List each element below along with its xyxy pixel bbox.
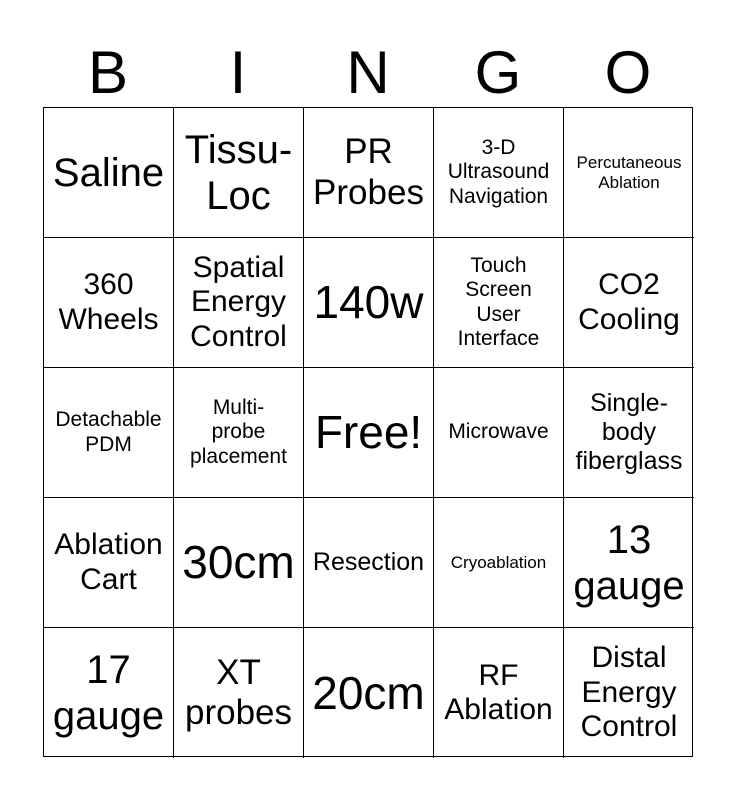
bingo-cell[interactable] [174, 238, 304, 368]
bingo-cell[interactable] [174, 498, 304, 628]
bingo-cell[interactable] [434, 368, 564, 498]
cell-label: 360 Wheels [58, 268, 159, 336]
free-space-label: Free! [314, 406, 423, 459]
cell-label: Percutaneous Ablation [576, 152, 682, 192]
header-letter-b: B [87, 39, 129, 106]
bingo-cell[interactable] [44, 238, 174, 368]
bingo-cell[interactable] [174, 108, 304, 238]
bingo-header [43, 38, 693, 108]
bingo-cell[interactable] [174, 368, 304, 498]
bingo-cell[interactable] [44, 498, 174, 628]
bingo-cell[interactable] [304, 108, 434, 238]
cell-label: 13 gauge [573, 517, 685, 608]
cell-label: Resection [312, 548, 425, 577]
bingo-cell[interactable] [434, 628, 564, 758]
cell-label: Distal Energy Control [580, 641, 678, 744]
bingo-cell[interactable] [304, 628, 434, 758]
header-letter-o: O [604, 39, 652, 106]
cell-label: Ablation Cart [54, 528, 163, 596]
cell-label: 17 gauge [52, 648, 165, 738]
cell-label: 3-D Ultrasound Navigation [447, 136, 550, 208]
header-letter-i: I [229, 39, 247, 106]
bingo-cell[interactable] [44, 628, 174, 758]
bingo-cell[interactable] [564, 628, 694, 758]
cell-label: PR Probes [313, 132, 424, 212]
bingo-cell[interactable] [564, 498, 694, 628]
cell-label: 140w [313, 276, 424, 329]
cell-label: Tissu- Loc [184, 127, 293, 218]
bingo-cell[interactable] [564, 108, 694, 238]
cell-label: XT probes [184, 652, 293, 732]
cell-label: Single- body fiberglass [575, 389, 683, 475]
cell-label: Multi- probe placement [190, 396, 287, 468]
header-letter-g: G [474, 39, 522, 106]
cell-label: RF Ablation [444, 658, 553, 726]
bingo-cell[interactable] [434, 498, 564, 628]
bingo-cell[interactable] [304, 238, 434, 368]
cell-label: Detachable PDM [55, 408, 162, 456]
bingo-cell[interactable] [564, 238, 694, 368]
bingo-cell[interactable] [44, 368, 174, 498]
cell-label: 20cm [312, 666, 425, 719]
cell-label: 30cm [182, 536, 295, 589]
bingo-cell[interactable] [434, 108, 564, 238]
cell-label: Saline [52, 150, 165, 195]
cell-label: Spatial Energy Control [190, 250, 287, 353]
cell-label: Microwave [448, 420, 549, 444]
bingo-cell[interactable] [434, 238, 564, 368]
bingo-cell[interactable] [44, 108, 174, 238]
bingo-cell[interactable] [564, 368, 694, 498]
cell-label: Touch Screen User Interface [457, 254, 540, 350]
bingo-cell[interactable] [174, 628, 304, 758]
free-space-cell[interactable] [304, 368, 434, 498]
header-letter-n: N [346, 39, 390, 106]
bingo-board [43, 107, 693, 757]
cell-label: CO2 Cooling [578, 268, 680, 336]
cell-label: Cryoablation [450, 552, 547, 572]
bingo-cell[interactable] [304, 498, 434, 628]
